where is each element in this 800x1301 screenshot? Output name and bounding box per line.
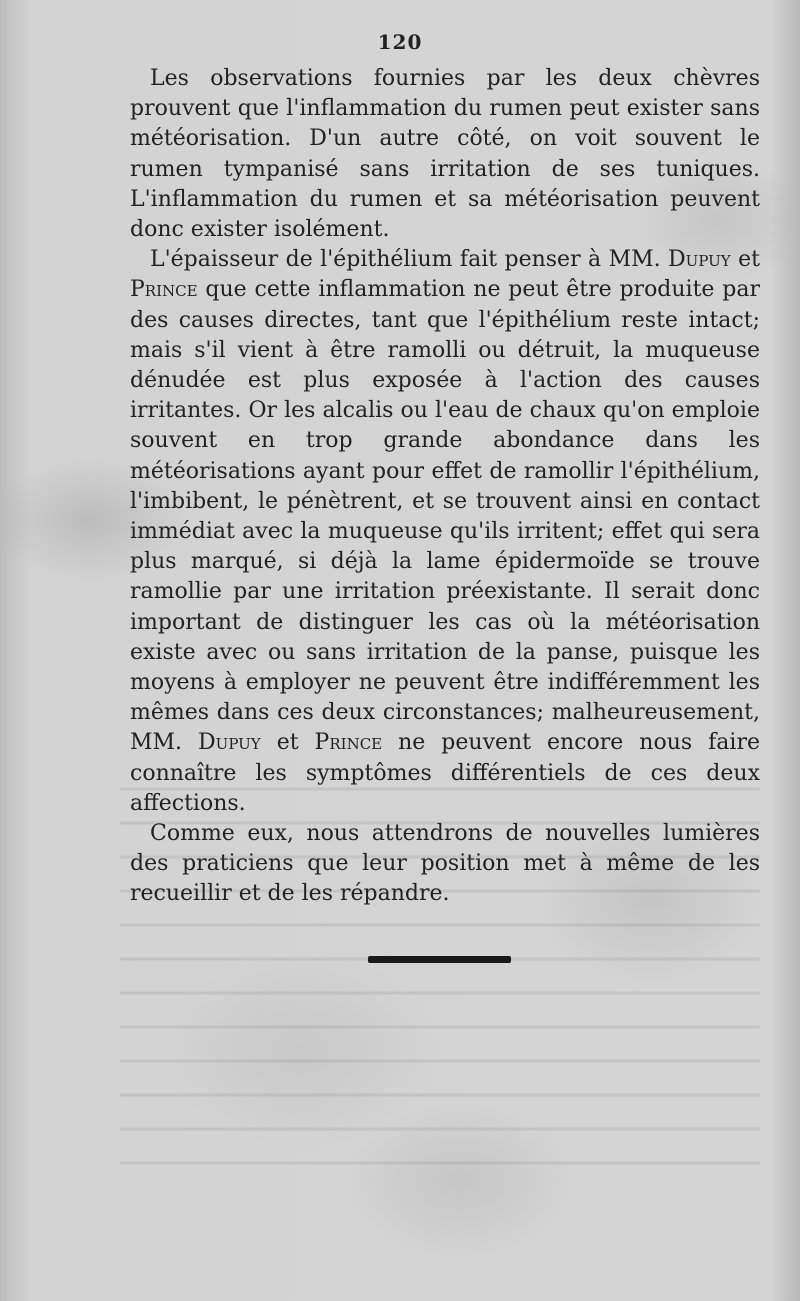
paragraph-2-part-c: que cette inflammation ne peut être produite par des causes directes, tant que l'épithélium reste intact; mais s'il vient à être ramolli ou détruit, la muqueuse dénudée est plus exposée à l'action des causes irritantes. Or les alcalis ou l'eau de chaux qu'on emploie souvent en trop grande abondance dans les météorisations ayant pour effet de ramollir l'épithélium, l'imbibent, le pénètrent, et se trouvent ainsi en contact immédiat avec la muqueuse qu'ils irritent; effet qui sera plus marqué, si déjà la lame épidermoïde se trouve ramollie par une irritation préexistante. Il serait donc important de distinguer les cas où la météorisation existe avec ou sans irritation de la panse, puisque les moyens à employer ne peuvent être indifféremment les mêmes dans ces deux circonstances; malheureusement, MM. [130, 277, 760, 756]
paragraph-2-part-d: et [260, 730, 315, 756]
paragraph-2-part-b: et [730, 247, 760, 273]
section-separator-rule [368, 956, 511, 963]
paragraph-2-part-a: L'épaisseur de l'épithélium fait penser à MM. [150, 247, 669, 273]
author-name-prince: Prince [130, 277, 198, 303]
body-text [130, 64, 760, 910]
paragraph-2 [130, 245, 760, 819]
page-number: 120 [377, 30, 423, 54]
author-name-dupuy: Dupuy [198, 730, 261, 756]
paragraph-1: Les observations fournies par les deux chèvres prouvent que l'inflammation du rumen peut exister sans météorisation. D'un autre côté, on voit souvent le rumen tympanisé sans irritation de ses tuniques. L'inflammation du rumen et sa météorisation peuvent donc exister isolément. [130, 66, 760, 243]
author-name-dupuy: Dupuy [668, 247, 731, 273]
paragraph-2-part-e: ne peuvent encore nous faire connaître les symptômes différentiels de ces deux affections. [130, 730, 760, 816]
author-name-prince: Prince [314, 730, 383, 756]
paragraph-3: Comme eux, nous attendrons de nouvelles lumières des praticiens que leur position met à même de les recueillir et de les répandre. [130, 821, 760, 907]
